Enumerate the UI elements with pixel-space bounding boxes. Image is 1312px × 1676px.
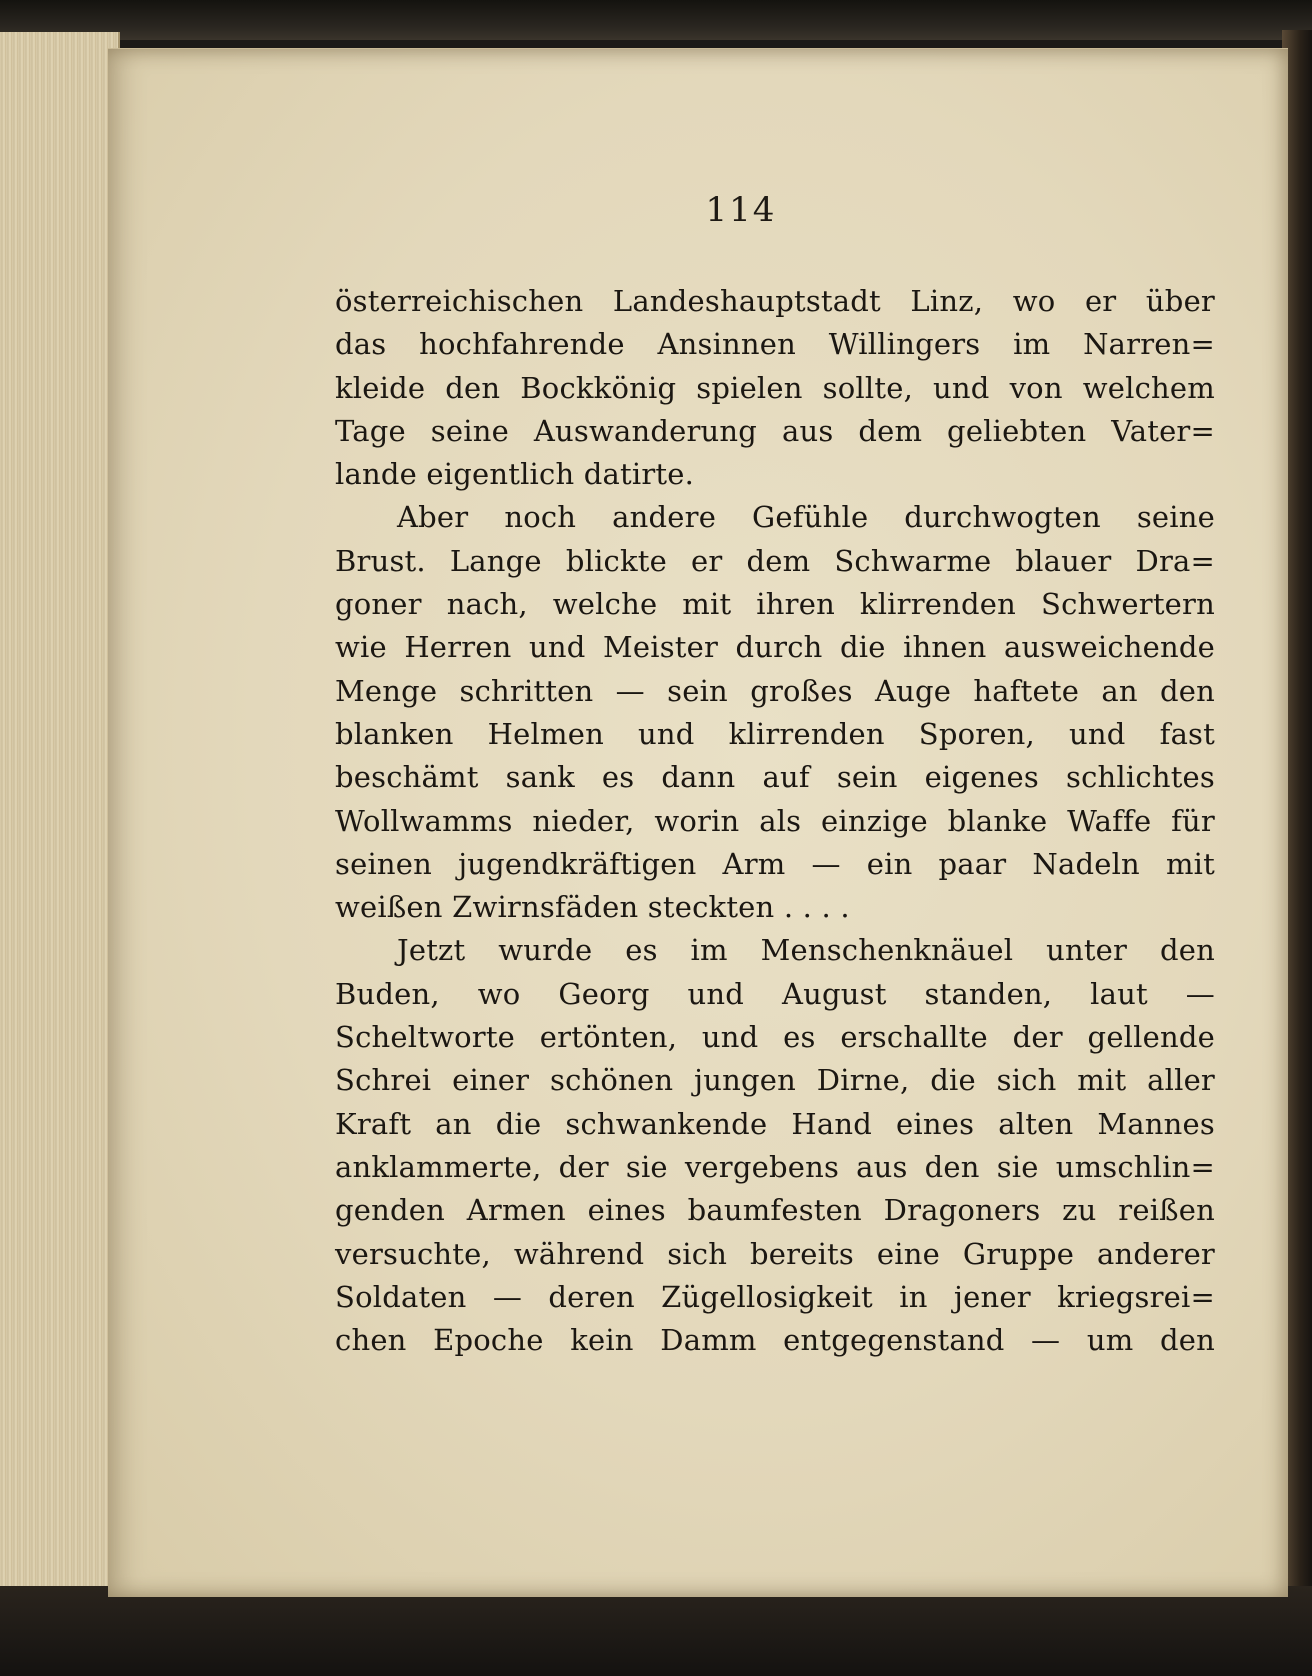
- text-line: genden Armen eines baumfesten Dragoners zu reißen: [335, 1193, 1215, 1228]
- text-line: Jetzt wurde es im Menschenknäuel unter den: [397, 933, 1215, 968]
- text-line: weißen Zwirnsfäden steckten . . . .: [335, 890, 850, 925]
- text-line: Soldaten — deren Zügellosigkeit in jener kriegsrei=: [335, 1279, 1215, 1314]
- page-stack-edge: [0, 32, 120, 1592]
- text-line: versuchte, während sich bereits eine Gruppe anderer: [335, 1236, 1215, 1271]
- text-line: chen Epoche kein Damm entgegenstand — um den: [335, 1323, 1215, 1358]
- page-number: 114: [705, 190, 777, 230]
- text-line: Schrei einer schönen jungen Dirne, die sich mit aller: [335, 1063, 1215, 1098]
- text-line: Tage seine Auswanderung aus dem geliebten Vater=: [335, 413, 1215, 448]
- page-text: [335, 280, 1215, 1362]
- text-line: lande eigentlich datirte.: [335, 457, 695, 492]
- text-line: Menge schritten — sein großes Auge haftete an den: [335, 673, 1215, 708]
- text-line: beschämt sank es dann auf sein eigenes schlichtes: [335, 760, 1215, 795]
- book-binding-bottom: [0, 1586, 1312, 1676]
- text-line: goner nach, welche mit ihren klirrenden Schwertern: [335, 587, 1215, 622]
- book-binding-top: [0, 0, 1312, 40]
- text-line: Wollwamms nieder, worin als einzige blanke Waffe für: [335, 803, 1215, 838]
- text-line: blanken Helmen und klirrenden Sporen, und fast: [335, 716, 1215, 751]
- text-line: wie Herren und Meister durch die ihnen ausweichende: [335, 630, 1215, 665]
- text-line: Brust. Lange blickte er dem Schwarme blauer Dra=: [335, 543, 1215, 578]
- text-line: Kraft an die schwankende Hand eines alten Mannes: [335, 1106, 1215, 1141]
- text-line: anklammerte, der sie vergebens aus den sie umschlin=: [335, 1149, 1215, 1184]
- text-line: österreichischen Landeshauptstadt Linz, wo er über: [335, 284, 1215, 318]
- text-line: kleide den Bockkönig spielen sollte, und von welchem: [335, 370, 1215, 405]
- text-line: Scheltworte ertönten, und es erschallte der gellende: [335, 1020, 1215, 1055]
- text-line: das hochfahrende Ansinnen Willingers im Narren=: [335, 327, 1215, 362]
- text-line: Buden, wo Georg und August standen, laut —: [335, 976, 1215, 1011]
- text-line: Aber noch andere Gefühle durchwogten seine: [397, 500, 1215, 535]
- text-line: seinen jugendkräftigen Arm — ein paar Nadeln mit: [335, 846, 1215, 881]
